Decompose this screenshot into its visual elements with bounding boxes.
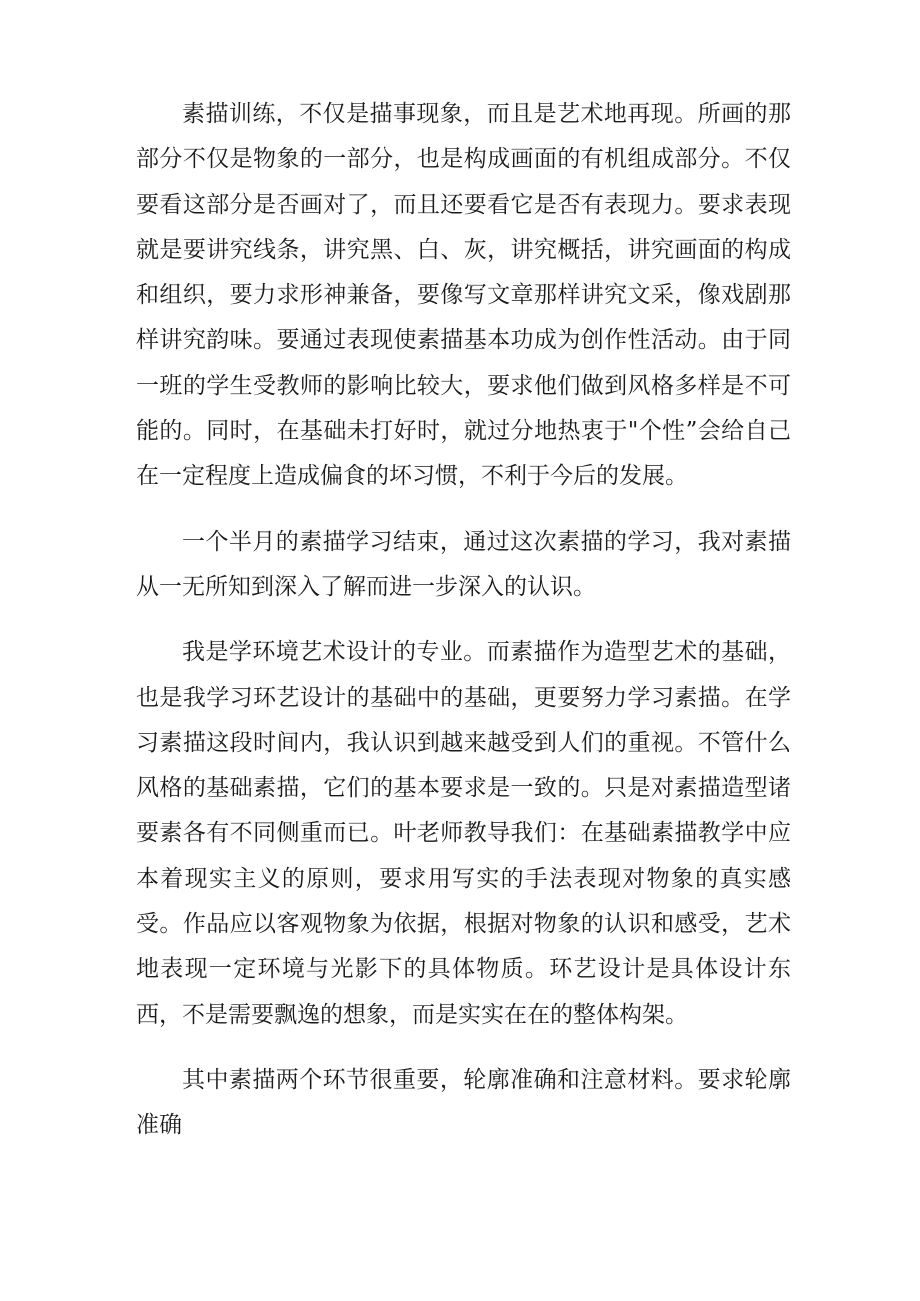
paragraph-sketch-training: 素描训练，不仅是描事现象，而且是艺术地再现。所画的那部分不仅是物象的一部分，也是构成画面的有机组成部分。不仅要看这部分是否画对了，而且还要看它是否有表现力。要求表现就是要讲究线条，讲究黑、白、灰，讲究概括，讲究画面的构成和组织，要力求形神兼备，要像写文章那样讲究文采，像戏剧那样讲究韵味。要通过表现使素描基本功成为创作性活动。由于同一班的学生受教师的影响比较大，要求他们做到风格多样是不可能的。同时，在基础未打好时，就过分地热衷于"个性”会给自己在一定程度上造成偏食的坏习惯，不利于今后的发展。 [136, 101, 791, 490]
paragraph-course-end: 一个半月的素描学习结束，通过这次素描的学习，我对素描从一无所知到深入了解而进一步深入的认识。 [136, 528, 791, 600]
document-body [136, 92, 791, 1149]
paragraph-environment-design: 我是学环境艺术设计的专业。而素描作为造型艺术的基础，也是我学习环艺设计的基础中的基础，更要努力学习素描。在学习素描这段时间内，我认识到越来越受到人们的重视。不管什么风格的基础素描，它们的基本要求是一致的。只是对素描造型诸要素各有不同侧重而已。叶老师教导我们：在基础素描教学中应本着现实主义的原则，要求用写实的手法表现对物象的真实感受。作品应以客观物象为依据，根据对物象的认识和感受，艺术地表现一定环境与光影下的具体物质。环艺设计是具体设计东西，不是需要飘逸的想象，而是实实在在的整体构架。 [136, 639, 791, 1028]
paragraph-outline-material: 其中素描两个环节很重要，轮廓准确和注意材料。要求轮廓准确 [136, 1066, 791, 1139]
